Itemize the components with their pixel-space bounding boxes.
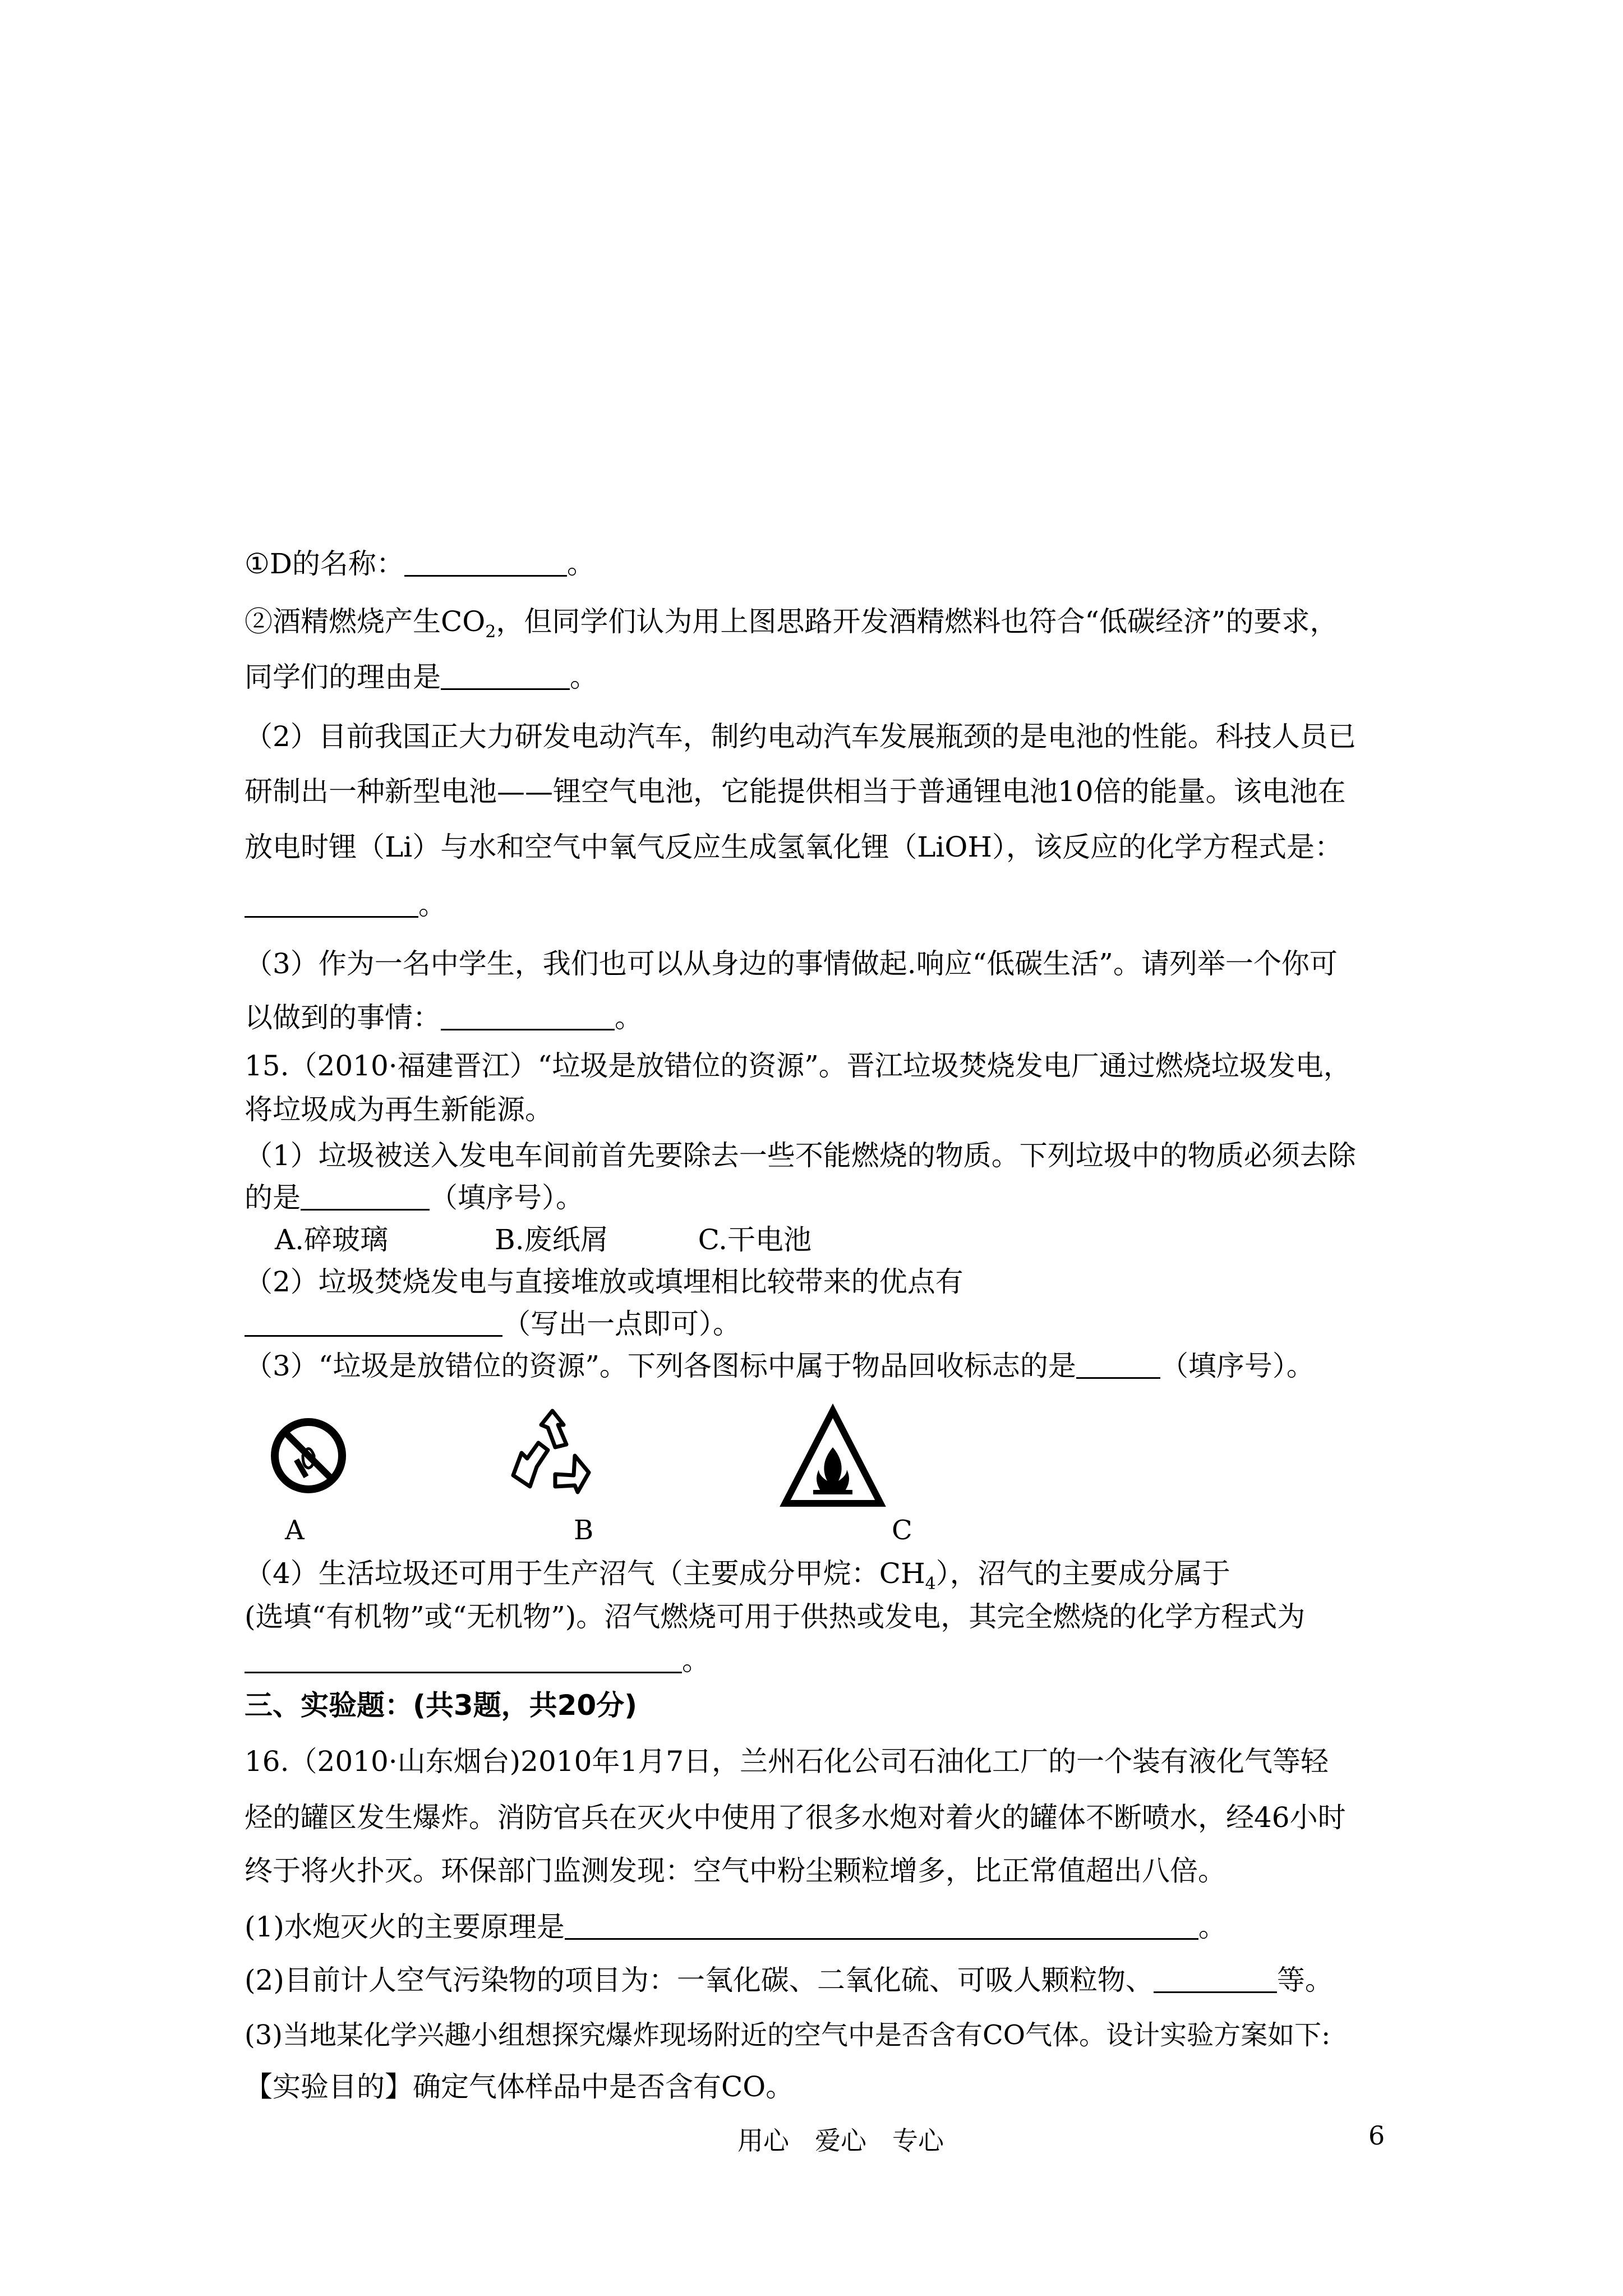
combustion-equation-answer-line	[245, 1644, 710, 1677]
paragraph-line	[245, 830, 1343, 864]
q2-reason-answer-line	[245, 660, 598, 694]
paragraph-line	[245, 720, 1356, 753]
text: 。	[566, 547, 595, 580]
text: (3)当地某化学兴趣小组想探究爆炸现场附近的空气中是否含有CO气体。设计实验方案如下:	[245, 2019, 1331, 2051]
text: ①D的名称：	[245, 547, 404, 580]
text: 16.（2010·山东烟台)2010年1月7日，兰州石化公司石油化工厂的一个装有液化气等轻	[245, 1745, 1329, 1778]
paragraph-line	[245, 1600, 1305, 1634]
text: 放电时锂（Li）与水和空气中氧气反应生成氢氧化锂（LiOH），该反应的化学方程式是：	[245, 831, 1343, 863]
answer-blank[interactable]	[404, 549, 567, 577]
q16-2-answer-line	[245, 1963, 1333, 1997]
q1-name-line	[245, 547, 595, 581]
text: （1）垃圾被送入发电车间前首先要除去一些不能燃烧的物质。下列垃圾中的物质必须去除	[245, 1139, 1356, 1172]
text: 的是	[245, 1181, 301, 1214]
q15-3-line	[245, 1349, 1315, 1383]
text: 三、实验题：(共3题，共20分)	[245, 1689, 638, 1722]
q15-4-line	[245, 1557, 1230, 1601]
paragraph-line	[245, 2018, 1330, 2052]
text: 。	[418, 889, 446, 921]
text: (1)水炮灭火的主要原理是	[245, 1911, 565, 1943]
section-heading	[245, 1688, 637, 1722]
recycle-icon	[508, 1402, 597, 1515]
text: 等。	[1276, 1964, 1333, 1996]
text: 。	[682, 1644, 710, 1677]
text: 。	[570, 661, 598, 693]
option-b: B.废纸屑	[495, 1223, 608, 1256]
answer-blank[interactable]	[565, 1912, 1198, 1940]
text: （填序号）。	[1160, 1350, 1315, 1382]
answer-blank[interactable]	[245, 1646, 682, 1673]
text: （2）垃圾焚烧发电与直接堆放或填埋相比较带来的优点有	[245, 1266, 963, 1298]
option-a: A.碎玻璃	[275, 1223, 389, 1256]
text: 。	[1198, 1911, 1227, 1943]
option-c: C.干电池	[698, 1223, 812, 1256]
paragraph-line	[245, 2070, 794, 2104]
answer-blank[interactable]	[1154, 1966, 1277, 1993]
text: （写出一点即可）。	[502, 1308, 741, 1340]
text: 烃的罐区发生爆炸。消防官兵在灭火中使用了很多水炮对着火的罐体不断喷水，经46小时	[245, 1801, 1346, 1834]
text: 终于将火扑灭。环保部门监测发现：空气中粉尘颗粒增多，比正常值超出八倍。	[245, 1855, 1226, 1887]
text: 15.（2010·福建晋江）“垃圾是放错位的资源”。晋江垃圾焚烧发电厂通过燃烧垃圾发电，	[245, 1050, 1352, 1082]
text: 将垃圾成为再生新能源。	[245, 1093, 553, 1126]
q2-reason-line	[245, 605, 1338, 649]
no-fire-icon	[269, 1402, 348, 1509]
q15-1-answer-line	[245, 1181, 584, 1214]
icon-a-label: A	[285, 1515, 305, 1546]
answer-blank[interactable]	[245, 890, 418, 918]
paragraph-line	[245, 947, 1338, 981]
text: ），沼气的主要成分属于	[935, 1557, 1230, 1590]
subscript: 2	[485, 622, 496, 642]
text: 研制出一种新型电池——锂空气电池，它能提供相当于普通锂电池10倍的能量。该电池在	[245, 775, 1346, 808]
text: (选填“有机物”或“无机物”)。沼气燃烧可用于供热或发电，其完全燃烧的化学方程式为	[245, 1600, 1306, 1633]
footer-motto: 用心 爱心 专心	[737, 2125, 944, 2156]
paragraph-line	[245, 1854, 1226, 1888]
paragraph-line	[245, 1265, 963, 1299]
text: （4）生活垃圾还可用于生产沼气（主要成分甲烷：CH	[245, 1557, 925, 1590]
answer-blank[interactable]	[441, 1003, 615, 1030]
answer-blank[interactable]	[441, 662, 570, 690]
text: （3）“垃圾是放错位的资源”。下列各图标中属于物品回收标志的是	[245, 1350, 1076, 1382]
icon-b-label: B	[574, 1515, 594, 1546]
low-carbon-answer-line	[245, 1001, 643, 1034]
text: 。	[615, 1001, 643, 1034]
flammable-warning-icon	[780, 1402, 886, 1515]
answer-blank[interactable]	[1076, 1351, 1160, 1379]
text: （3）作为一名中学生，我们也可以从身边的事情做起.响应“低碳生活”。请列举一个你可	[245, 947, 1338, 980]
options-line	[275, 1223, 811, 1257]
q15-2-answer-line	[245, 1307, 741, 1341]
text: 同学们的理由是	[245, 661, 441, 693]
answer-blank[interactable]	[245, 1309, 502, 1337]
paragraph-line	[245, 1049, 1352, 1083]
text: （填序号）。	[430, 1181, 584, 1214]
paragraph-line	[245, 1093, 553, 1126]
text: 【实验目的】确定气体样品中是否含有CO。	[245, 2070, 794, 2103]
text: ②酒精燃烧产生CO	[245, 605, 486, 638]
paragraph-line	[245, 1139, 1356, 1172]
text: （2）目前我国正大力研发电动汽车，制约电动汽车发展瓶颈的是电池的性能。科技人员已	[245, 720, 1356, 753]
page-number: 6	[1368, 2120, 1385, 2151]
text: 以做到的事情：	[245, 1001, 441, 1034]
text: (2)目前计人空气污染物的项目为：一氧化碳、二氧化硫、可吸人颗粒物、	[245, 1964, 1154, 1996]
icon-c-label: C	[892, 1515, 912, 1546]
q16-1-answer-line	[245, 1910, 1227, 1944]
paragraph-line	[245, 1801, 1346, 1834]
subscript: 4	[925, 1574, 936, 1594]
equation-answer-line	[245, 888, 446, 922]
text: ，但同学们认为用上图思路开发酒精燃料也符合“低碳经济”的要求，	[496, 605, 1338, 638]
answer-blank[interactable]	[301, 1183, 430, 1211]
paragraph-line	[245, 1745, 1329, 1778]
paragraph-line	[245, 775, 1346, 808]
